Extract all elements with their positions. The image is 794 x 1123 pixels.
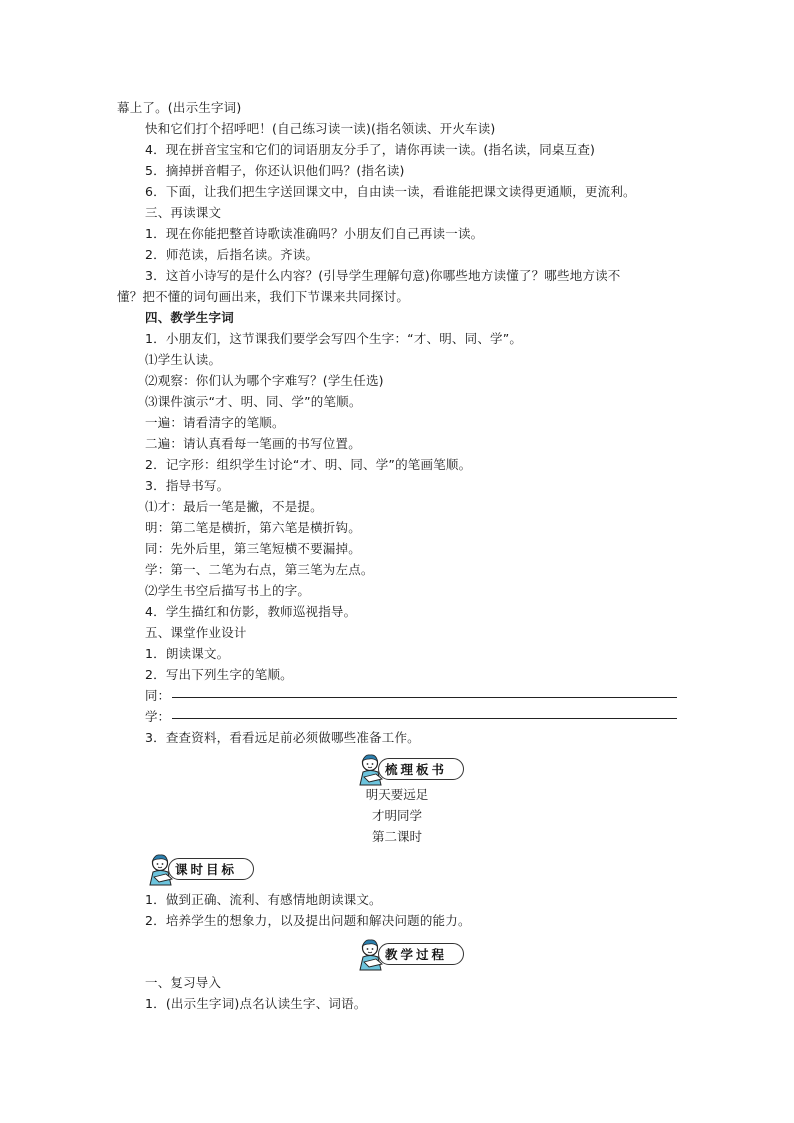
text-line: ⑴学生认读。: [145, 352, 222, 367]
section-badge-board: [356, 752, 466, 786]
section-heading: 一、复习导入: [145, 975, 222, 990]
blank-label: 学：: [145, 709, 171, 724]
board-line: 才明同学: [371, 808, 422, 823]
board-line: 第二课时: [371, 829, 422, 844]
writing-blank-line[interactable]: [172, 697, 677, 698]
text-line: 同：先外后里，第三笔短横不要漏掉。: [145, 541, 361, 556]
text-line: 1．朗读课文。: [145, 646, 230, 661]
board-line: 明天要远足: [365, 787, 429, 802]
badge-label: 教学过程: [378, 943, 464, 965]
section-badge-goals: [146, 852, 256, 886]
text-line: 1．(出示生字词)点名认读生字、词语。: [145, 996, 367, 1011]
text-line: 3．指导书写。: [145, 478, 230, 493]
student-reading-icon: [356, 937, 390, 971]
text-line: ⑶课件演示“才、明、同、学”的笔顺。: [145, 394, 362, 409]
text-line: 3．这首小诗写的是什么内容？(引导学生理解句意)你哪些地方读懂了？哪些地方读不: [145, 268, 621, 283]
text-line: 2．记字形：组织学生讨论“才、明、同、学”的笔画笔顺。: [145, 457, 472, 472]
text-line: 5．摘掉拼音帽子，你还认识他们吗？(指名读): [145, 163, 405, 178]
section-heading: 四、教学生字词: [145, 310, 234, 325]
text-line: 明：第二笔是横折，第六笔是横折钩。: [145, 520, 361, 535]
text-line: 1．现在你能把整首诗歌读准确吗？小朋友们自己再读一读。: [145, 226, 484, 241]
student-reading-icon: [356, 752, 390, 786]
text-line: ⑵学生书空后描写书上的字。: [145, 583, 311, 598]
student-reading-icon: [146, 852, 180, 886]
text-line: 2．写出下列生字的笔顺。: [145, 667, 293, 682]
text-line: 幕上了。(出示生字词): [117, 100, 242, 115]
section-heading: 五、课堂作业设计: [145, 625, 247, 640]
writing-blank-line[interactable]: [172, 718, 677, 719]
text-line: 懂？把不懂的词句画出来，我们下节课来共同探讨。: [117, 289, 410, 304]
section-badge-process: [356, 937, 466, 971]
section-heading: 三、再读课文: [145, 205, 222, 220]
text-line: 3．查查资料，看看远足前必须做哪些准备工作。: [145, 730, 420, 745]
text-line: 一遍：请看清字的笔顺。: [145, 415, 285, 430]
text-line: 快和它们打个招呼吧！(自己练习读一读)(指名领读、开火车读): [145, 121, 496, 136]
text-line: 4．学生描红和仿影，教师巡视指导。: [145, 604, 357, 619]
text-line: 2．培养学生的想象力，以及提出问题和解决问题的能力。: [145, 913, 471, 928]
text-line: 1．小朋友们，这节课我们要学会写四个生字：“才、明、同、学”。: [145, 331, 523, 346]
text-line: 4．现在拼音宝宝和它们的词语朋友分手了，请你再读一读。(指名读，同桌互查): [145, 142, 596, 157]
text-line: 二遍：请认真看每一笔画的书写位置。: [145, 436, 361, 451]
badge-label: 梳理板书: [378, 758, 464, 780]
text-line: 2．师范读，后指名读。齐读。: [145, 247, 319, 262]
blank-label: 同：: [145, 688, 171, 703]
text-line: 学：第一、二笔为右点，第三笔为左点。: [145, 562, 374, 577]
text-line: 6．下面，让我们把生字送回课文中，自由读一读，看谁能把课文读得更通顺，更流利。: [145, 184, 636, 199]
text-line: ⑵观察：你们认为哪个字难写？(学生任选): [145, 373, 384, 388]
text-line: 1．做到正确、流利、有感情地朗读课文。: [145, 892, 382, 907]
text-line: ⑴才：最后一笔是撇，不是提。: [145, 499, 323, 514]
badge-label: 课时目标: [168, 858, 254, 880]
